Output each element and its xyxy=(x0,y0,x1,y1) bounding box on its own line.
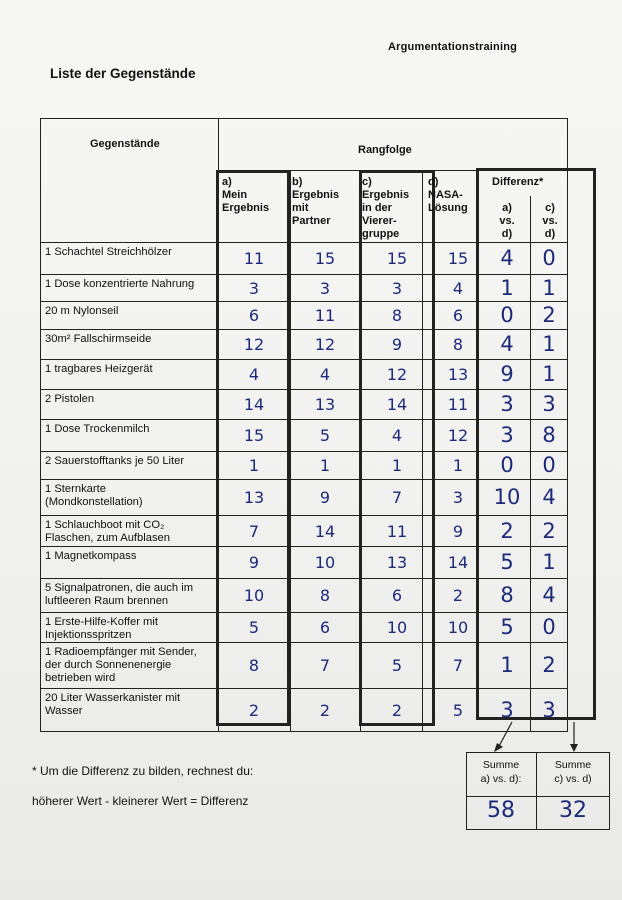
table-cell-b: 11 xyxy=(314,306,336,325)
table-cell-b: 15 xyxy=(314,249,336,268)
table-cell-dc: 8 xyxy=(542,423,556,447)
table-row-item: 1 Dose Trockenmilch xyxy=(45,423,150,435)
table-cell-a: 12 xyxy=(243,335,265,354)
table-cell-c: 5 xyxy=(391,656,403,675)
table-cell-d: 14 xyxy=(447,553,469,572)
column-header-vierergruppe: c) Ergebnis in der Vierer- gruppe xyxy=(362,176,410,240)
table-cell-d: 4 xyxy=(452,278,464,298)
table-cell-d: 12 xyxy=(447,426,469,445)
table-cell-dc: 2 xyxy=(542,653,556,677)
table-cell-b: 4 xyxy=(319,365,331,384)
table-cell-d: 2 xyxy=(452,586,464,605)
table-cell-a: 1 xyxy=(248,456,260,475)
table-cell-c: 9 xyxy=(391,335,403,354)
table-cell-a: 14 xyxy=(243,395,265,414)
table-cell-a: 9 xyxy=(248,553,260,572)
table-cell-da: 8 xyxy=(500,583,514,607)
table-cell-da: 4 xyxy=(500,246,514,270)
table-cell-a: 15 xyxy=(243,426,265,445)
table-cell-da: 3 xyxy=(500,698,514,722)
column-header-mein-ergebnis: a) Mein Ergebnis xyxy=(222,176,270,214)
table-row-item: 1 Sternkarte (Mondkonstellation) xyxy=(45,483,143,508)
table-cell-da: 4 xyxy=(500,332,514,356)
table-cell-c: 11 xyxy=(386,521,408,541)
items-column-header: Gegenstände xyxy=(90,138,160,150)
column-header-diff-c: c) vs. d) xyxy=(542,202,558,240)
arrow-icon xyxy=(490,718,590,758)
table-cell-da: 3 xyxy=(500,392,514,416)
items-table xyxy=(40,118,568,732)
table-cell-a: 10 xyxy=(243,586,265,605)
table-cell-dc: 3 xyxy=(542,698,556,722)
table-cell-c: 14 xyxy=(386,395,408,414)
table-row-item: 2 Sauerstofftanks je 50 Liter xyxy=(45,455,185,467)
table-cell-b: 6 xyxy=(319,618,331,637)
table-cell-b: 1 xyxy=(319,456,331,475)
table-cell-d: 7 xyxy=(452,656,464,675)
table-cell-dc: 0 xyxy=(542,615,556,639)
table-cell-a: 3 xyxy=(248,278,260,298)
table-cell-da: 5 xyxy=(500,550,514,574)
table-cell-dc: 2 xyxy=(542,303,556,327)
sum-label-a: Summe a) vs. d): xyxy=(480,759,522,785)
table-cell-b: 8 xyxy=(319,586,331,605)
table-cell-c: 1 xyxy=(391,456,403,475)
table-cell-dc: 0 xyxy=(542,246,556,270)
table-cell-c: 6 xyxy=(391,586,403,605)
table-cell-b: 14 xyxy=(314,521,336,541)
table-cell-d: 11 xyxy=(447,395,469,414)
table-row-item: 1 Schachtel Streichhölzer xyxy=(45,246,172,258)
column-header-nasa: d) NASA- Lösung xyxy=(428,176,468,214)
table-cell-d: 6 xyxy=(452,306,464,325)
table-cell-dc: 1 xyxy=(542,550,556,574)
table-cell-a: 7 xyxy=(248,521,260,541)
table-row-item: 5 Signalpatronen, die auch im luftleeren Raum brennen xyxy=(45,582,194,607)
table-cell-dc: 3 xyxy=(542,392,556,416)
table-cell-dc: 1 xyxy=(542,275,556,300)
table-cell-b: 3 xyxy=(319,278,331,298)
table-row-item: 1 tragbares Heizgerät xyxy=(45,363,153,375)
table-cell-dc: 1 xyxy=(542,362,556,386)
list-heading: Liste der Gegenstände xyxy=(50,66,196,81)
table-cell-b: 12 xyxy=(314,335,336,354)
table-cell-da: 0 xyxy=(500,303,514,327)
table-cell-d: 15 xyxy=(447,249,469,268)
table-cell-a: 6 xyxy=(248,306,260,325)
footnote-line-2: höherer Wert - kleinerer Wert = Differenz xyxy=(32,794,249,808)
table-cell-d: 9 xyxy=(452,521,464,541)
table-cell-a: 11 xyxy=(243,249,265,268)
rangfolge-header: Rangfolge xyxy=(358,144,412,156)
table-cell-d: 8 xyxy=(452,335,464,354)
table-cell-c: 7 xyxy=(391,488,403,507)
table-cell-b: 13 xyxy=(314,395,336,414)
table-cell-a: 8 xyxy=(248,656,260,675)
table-row-item: 1 Erste-Hilfe-Koffer mit Injektionsspritzen xyxy=(45,616,158,641)
table-cell-a: 13 xyxy=(243,488,265,507)
table-row-item: 2 Pistolen xyxy=(45,393,95,405)
table-cell-a: 4 xyxy=(248,365,260,384)
table-cell-b: 10 xyxy=(314,553,336,572)
table-cell-da: 1 xyxy=(500,275,514,300)
table-cell-b: 2 xyxy=(319,701,331,720)
table-cell-dc: 1 xyxy=(542,332,556,356)
table-row-item: 1 Magnetkompass xyxy=(45,550,137,562)
table-row-item: 1 Schlauchboot mit CO₂ Flaschen, zum Aufblasen xyxy=(45,519,170,544)
table-cell-da: 10 xyxy=(493,485,521,509)
table-row-item: 1 Radioempfänger mit Sender, der durch Sonnenenergie betrieben wird xyxy=(45,646,197,684)
table-cell-a: 2 xyxy=(248,701,260,720)
table-cell-b: 9 xyxy=(319,488,331,507)
table-cell-dc: 0 xyxy=(542,453,556,477)
table-cell-a: 5 xyxy=(248,618,260,637)
column-header-diff-a: a) vs. d) xyxy=(499,202,515,240)
table-cell-c: 12 xyxy=(386,365,408,384)
table-cell-d: 5 xyxy=(452,701,464,720)
footnote-line-1: * Um die Differenz zu bilden, rechnest du: xyxy=(32,764,254,778)
sum-value-c: 32 xyxy=(559,798,587,823)
table-cell-da: 9 xyxy=(500,362,514,386)
table-cell-dc: 4 xyxy=(542,583,556,607)
table-cell-b: 5 xyxy=(319,426,331,445)
table-cell-d: 1 xyxy=(452,456,464,475)
table-cell-c: 8 xyxy=(391,306,403,325)
table-cell-d: 3 xyxy=(452,488,464,507)
table-cell-c: 3 xyxy=(391,278,403,298)
table-row-item: 30m² Fallschirmseide xyxy=(45,333,152,345)
table-cell-c: 10 xyxy=(386,618,408,637)
sum-label-c: Summe c) vs. d) xyxy=(554,759,592,785)
table-cell-c: 4 xyxy=(391,426,403,445)
table-cell-b: 7 xyxy=(319,656,331,675)
table-cell-c: 2 xyxy=(391,701,403,720)
sum-boxes xyxy=(466,752,610,830)
column-header-partner: b) Ergebnis mit Partner xyxy=(292,176,340,227)
table-cell-d: 13 xyxy=(447,365,469,384)
table-row-item: 20 m Nylonseil xyxy=(45,305,119,317)
table-cell-da: 0 xyxy=(500,453,514,477)
table-cell-dc: 4 xyxy=(542,485,556,509)
table-row-item: 1 Dose konzentrierte Nahrung xyxy=(45,278,195,290)
table-cell-d: 10 xyxy=(447,618,469,637)
table-cell-da: 1 xyxy=(500,653,514,677)
worksheet-title: Argumentationstraining xyxy=(388,41,518,53)
differenz-header: Differenz* xyxy=(492,176,544,188)
table-cell-da: 3 xyxy=(500,423,514,447)
table-cell-c: 15 xyxy=(386,249,408,268)
table-cell-da: 2 xyxy=(500,518,514,543)
table-row-item: 20 Liter Wasserkanister mit Wasser xyxy=(45,692,181,717)
table-cell-da: 5 xyxy=(500,615,514,639)
table-cell-dc: 2 xyxy=(542,518,556,543)
sum-value-a: 58 xyxy=(487,798,515,823)
table-cell-c: 13 xyxy=(386,553,408,572)
